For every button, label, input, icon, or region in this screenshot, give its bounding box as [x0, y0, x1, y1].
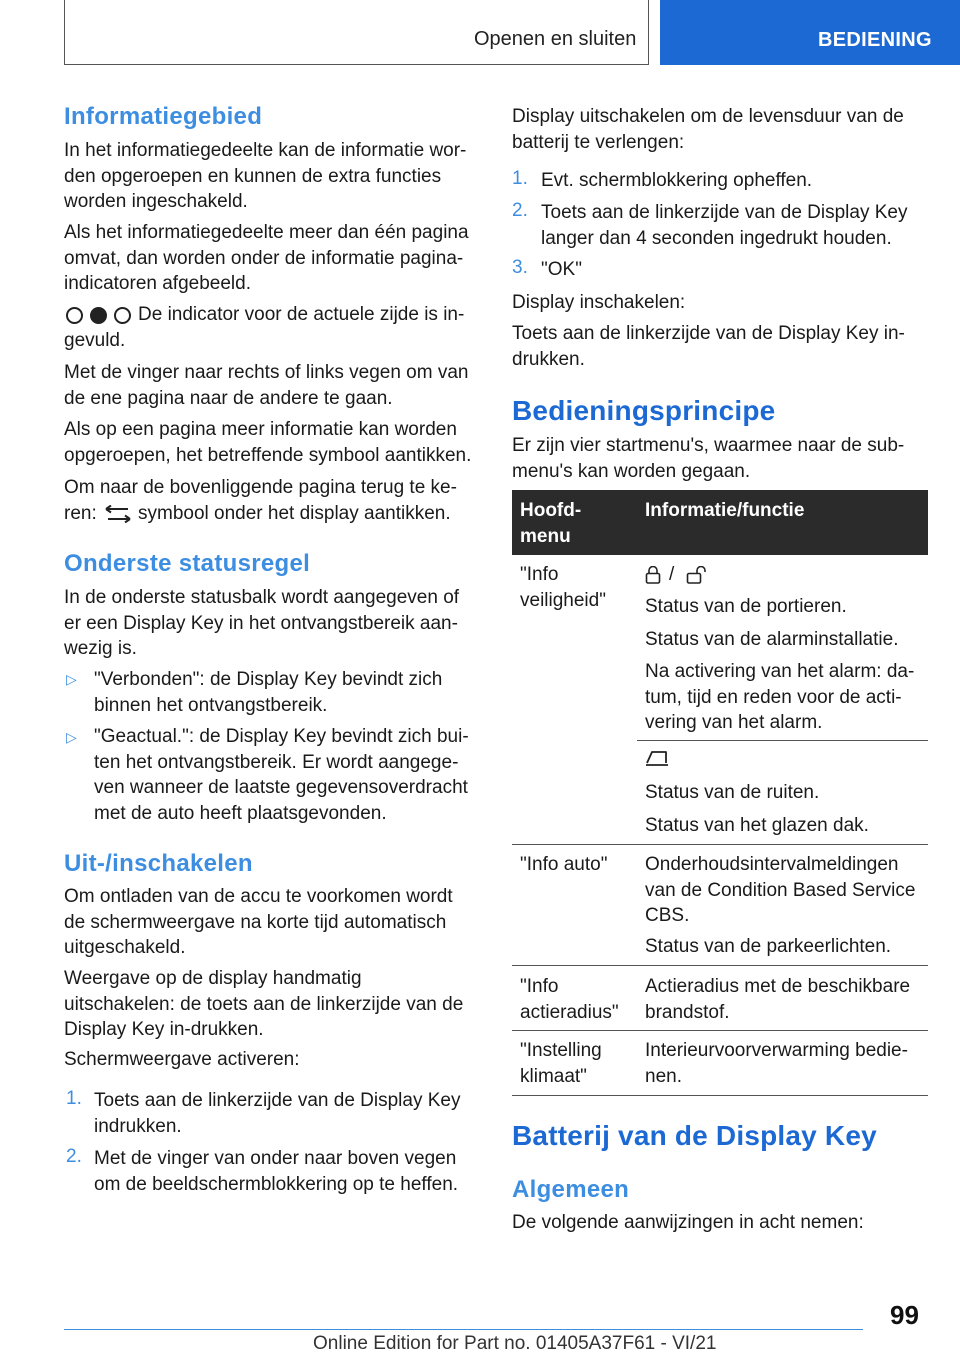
- row-divider: [512, 965, 928, 966]
- cell-divider: [637, 740, 928, 741]
- paragraph-line: symbool onder het display aantikken.: [138, 503, 451, 524]
- step-text: Evt. schermblokkering opheffen.: [541, 170, 813, 191]
- table-cell-info: Status van de alarminstallatie.: [645, 629, 899, 650]
- step-number: 1.: [512, 168, 528, 189]
- step-number: 2.: [512, 200, 528, 221]
- back-icon: [103, 505, 133, 523]
- step-number: 1.: [66, 1088, 82, 1109]
- paragraph: Als op een pagina meer informatie kan worden opgeroepen, het betreffende symbool aantikken.: [64, 419, 472, 466]
- paragraph: Display inschakelen:: [512, 292, 686, 313]
- paragraph: In de onderste statusbalk wordt aangegeven of er een Display Key in het ontvangstbereik aan-wezig is.: [64, 587, 460, 659]
- bullet-icon: ▷: [66, 729, 77, 745]
- table-cell-menu: "Info veiligheid": [520, 564, 606, 611]
- table-cell-menu: "Info auto": [520, 854, 608, 875]
- table-cell-info: Status van de ruiten.: [645, 782, 820, 803]
- step-text: Met de vinger van onder naar boven vegen om de beeldschermblokkering op te heffen.: [94, 1148, 459, 1195]
- page-number: 99: [890, 1300, 919, 1330]
- step-number: 2.: [66, 1146, 82, 1167]
- table-cell-info: Status van de parkeerlichten.: [645, 936, 892, 957]
- footer-rule: [64, 1329, 863, 1330]
- step-text: Toets aan de linkerzijde van de Display Key indrukken.: [94, 1090, 461, 1137]
- row-divider: [512, 1030, 928, 1031]
- icon-separator: /: [669, 564, 675, 585]
- table-cell-info: Na activering van het alarm: da-tum, tijd en reden voor de acti-vering van het alarm.: [645, 661, 915, 733]
- step-number: 3.: [512, 257, 528, 278]
- table-cell-menu: "Info actieradius": [520, 976, 619, 1023]
- lock-closed-icon: [645, 566, 661, 584]
- table-cell-info: Status van de portieren.: [645, 596, 847, 617]
- paragraph: Weergave op de display handmatig uitschakelen: de toets aan de linkerzijde van de Display Key in-drukken.: [64, 968, 464, 1040]
- paragraph: Als het informatiegedeelte meer dan één pagina omvat, dan worden onder de informatie pagina-indicatoren afgebeeld.: [64, 222, 469, 294]
- paragraph-line: ren:: [64, 503, 97, 524]
- paragraph: De volgende aanwijzingen in acht nemen:: [512, 1212, 864, 1233]
- edition-text: Online Edition for Part no. 01405A37F61 - VI/21: [313, 1333, 717, 1354]
- step-text: Toets aan de linkerzijde van de Display Key langer dan 4 seconden ingedrukt houden.: [541, 202, 908, 249]
- section-title: Openen en sluiten: [474, 28, 637, 50]
- chapter-tab: [660, 0, 960, 65]
- paragraph-line: Om naar de bovenliggende pagina terug te ke-: [64, 477, 457, 498]
- heading-batterij: Batterij van de Display Key: [512, 1120, 877, 1151]
- step-text: "OK": [541, 259, 582, 280]
- table-cell-info: Status van het glazen dak.: [645, 815, 869, 836]
- paragraph: In het informatiegedeelte kan de informatie wor-den opgeroepen en kunnen de extra functies worden ingeschakeld.: [64, 140, 467, 212]
- heading-uitinschakelen: Uit-/inschakelen: [64, 850, 253, 877]
- table-cell-info: Interieurvoorverwarming bedie-nen.: [645, 1040, 908, 1087]
- table-header: [512, 490, 928, 555]
- heading-statusregel: Onderste statusregel: [64, 550, 311, 577]
- paragraph: Toets aan de linkerzijde van de Display Key in-drukken.: [512, 323, 905, 370]
- row-divider: [512, 1095, 928, 1096]
- paragraph: Om ontladen van de accu te voorkomen wordt de schermweergave na korte tijd automatisch uitgeschakeld.: [64, 886, 453, 958]
- column-header-info: Informatie/functie: [645, 500, 805, 521]
- bullet-icon: ▷: [66, 671, 77, 687]
- window-icon: [645, 748, 669, 766]
- paragraph: Er zijn vier startmenu's, waarmee naar de sub-menu's kan worden gegaan.: [512, 435, 905, 482]
- heading-algemeen: Algemeen: [512, 1176, 630, 1203]
- paragraph: Schermweergave activeren:: [64, 1049, 300, 1070]
- lock-open-icon: [686, 566, 712, 584]
- bullet-text: "Verbonden": de Display Key bevindt zich binnen het ontvangstbereik.: [94, 669, 443, 716]
- heading-bedieningsprincipe: Bedieningsprincipe: [512, 395, 776, 426]
- paragraph: Met de vinger naar rechts of links vegen om van de ene pagina naar de andere te gaan.: [64, 362, 469, 409]
- paragraph: De indicator voor de actuele zijde is in-gevuld.: [64, 304, 465, 351]
- bullet-text: "Geactual.": de Display Key bevindt zich bui-ten het ontvangstbereik. Er wordt aangege-ven wanneer de laatste gegevensoverdracht met de auto heeft plaatsgevonden.: [94, 726, 469, 824]
- table-cell-info: Onderhoudsintervalmeldingen van de Condition Based Service CBS.: [645, 854, 916, 926]
- paragraph: Display uitschakelen om de levensduur van de batterij te verlengen:: [512, 106, 904, 153]
- table-cell-menu: "Instelling klimaat": [520, 1040, 602, 1087]
- row-divider: [512, 844, 928, 845]
- heading-informatiegebied: Informatiegebied: [64, 103, 263, 130]
- column-header-menu: Hoofd-menu: [520, 500, 582, 547]
- chapter-title: BEDIENING: [818, 29, 932, 51]
- table-cell-info: Actieradius met de beschikbare brandstof.: [645, 976, 911, 1023]
